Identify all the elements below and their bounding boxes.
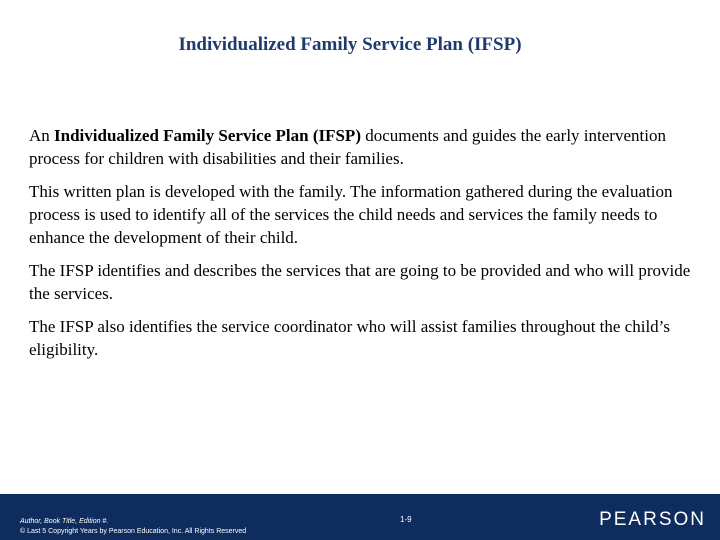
footer-bar (0, 494, 720, 540)
slide-body (29, 124, 694, 371)
footer-copyright: © Last 5 Copyright Years by Pearson Education, Inc. All Rights Reserved (20, 528, 247, 535)
paragraph-4: The IFSP also identifies the service coordinator who will assist families throughout the child’s eligibility. (29, 317, 671, 359)
pearson-logo: PEARSON (599, 509, 706, 530)
paragraph-2: This written plan is developed with the family. The information gathered during the evaluation process is used to identify all of the services the child needs and services the family needs to enhance the development of their child. (29, 182, 673, 247)
paragraph-1 (29, 124, 694, 170)
page-number: 1-9 (400, 515, 412, 524)
paragraph-1-bold-term: Individualized Family Service Plan (IFSP) (54, 126, 361, 145)
footer-citation: Author, Book Title, Edition #. (20, 518, 109, 525)
slide-title: Individualized Family Service Plan (IFSP) (178, 34, 522, 55)
paragraph-1-prefix: An (29, 126, 55, 145)
paragraph-3: The IFSP identifies and describes the services that are going to be provided and who will provide the services. (29, 261, 691, 303)
paragraph-1-suffix: documents and guides the early intervention process for children with disabilities and their families. (29, 126, 666, 168)
